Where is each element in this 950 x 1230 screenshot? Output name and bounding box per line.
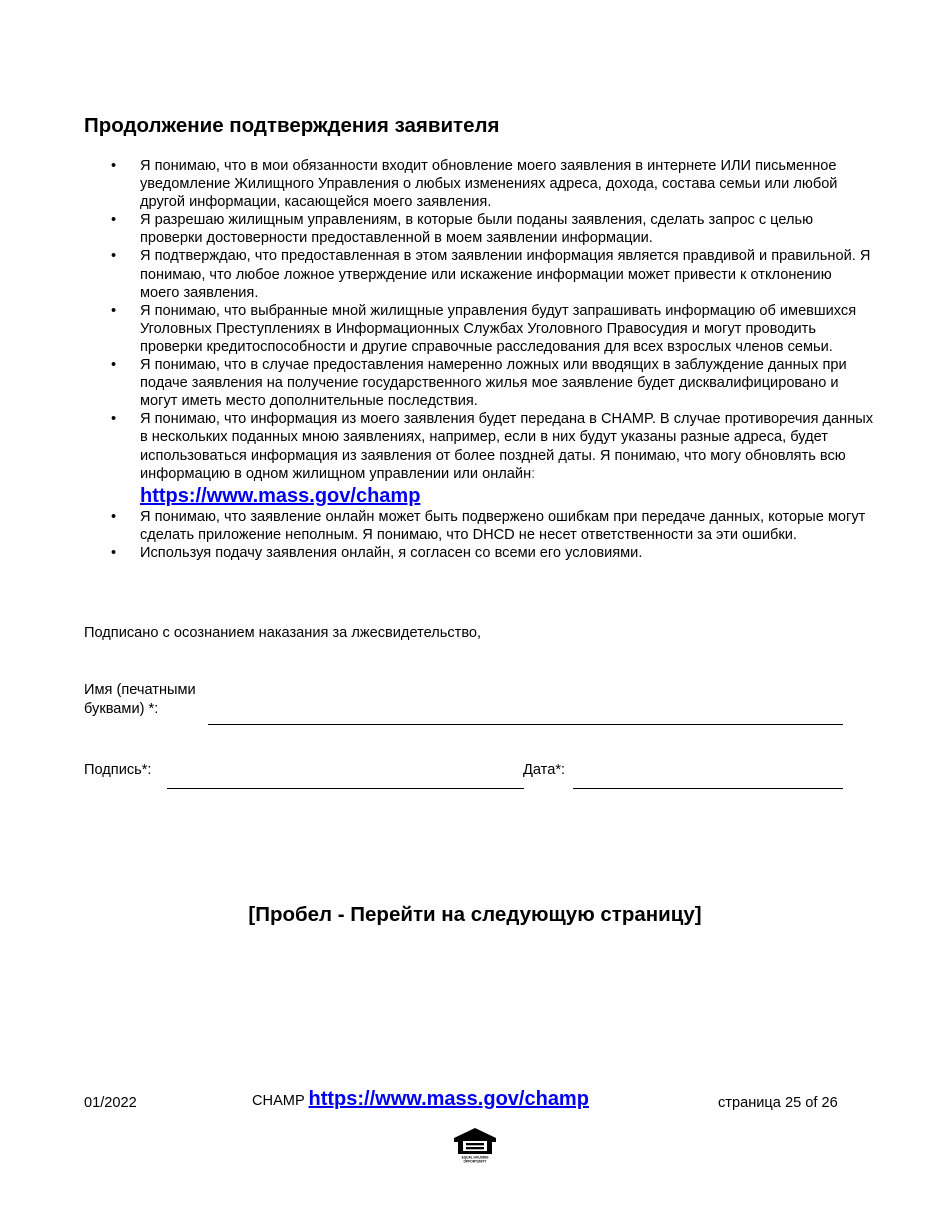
champ-link[interactable]: https://www.mass.gov/champ xyxy=(140,484,421,507)
signed-statement: Подписано с осознанием наказания за лжесвидетельство, xyxy=(84,625,482,641)
list-item: • Я понимаю, что в случае предоставления намеренно ложных или вводящих в заблуждение данных при подаче заявления на получение государственного жилья мое заявление будет дисквалифицировано и могут иметь место дополнительные последствия. xyxy=(84,356,874,410)
champ-bullet-text: Я понимаю, что информация из моего заявления будет передана в CHAMP. В случае противоречия данных в нескольких поданных мною заявлениях, например, если в них будут указаны разные адреса, будет использоваться информация из заявления от более поздней даты. Я понимаю, что могу обновлять всю информацию в одном жилищном управлении или онлайн xyxy=(140,411,874,482)
svg-text:EQUAL HOUSING: EQUAL HOUSING xyxy=(461,1155,489,1160)
list-item: • Я понимаю, что в мои обязанности входит обновление моего заявления в интернете ИЛИ письменное уведомление Жилищного Управления о любых изменениях адреса, дохода, состава семьи или любой другой информации, касающейся моего заявления. xyxy=(84,157,874,211)
footer-date: 01/2022 xyxy=(84,1095,137,1111)
equal-housing-logo-icon xyxy=(451,1126,499,1164)
date-label: Дата*: xyxy=(523,762,566,778)
blank-page-note: [Пробел - Перейти на следующую страницу] xyxy=(248,903,702,926)
acknowledgement-list xyxy=(84,157,874,562)
page-title: Продолжение подтверждения заявителя xyxy=(84,114,500,137)
footer-page-number: страница 25 of 26 xyxy=(718,1095,838,1111)
signature-field[interactable] xyxy=(167,788,524,789)
name-label-line1: Имя (печатными xyxy=(84,682,196,698)
footer-champ xyxy=(252,1088,589,1111)
champ-bullet-colon: : xyxy=(531,465,536,482)
list-item: • Я подтверждаю, что предоставленная в этом заявлении информация является правдивой и правильной. Я понимаю, что любое ложное утверждение или искажение информации может привести к отклонению моего заявления. xyxy=(84,247,874,301)
signature-label: Подпись*: xyxy=(84,762,152,778)
footer-champ-prefix: CHAMP xyxy=(252,1093,305,1109)
footer-champ-link[interactable]: https://www.mass.gov/champ xyxy=(308,1088,589,1110)
name-field[interactable] xyxy=(208,724,843,725)
list-item xyxy=(84,410,874,507)
list-item: • Используя подачу заявления онлайн, я согласен со всеми его условиями. xyxy=(84,544,874,562)
svg-text:OPPORTUNITY: OPPORTUNITY xyxy=(463,1159,487,1164)
list-item: • Я разрешаю жилищным управлениям, в которые были поданы заявления, сделать запрос с целью проверки достоверности предоставленной в моем заявлении информации. xyxy=(84,211,874,247)
name-label-line2: буквами) *: xyxy=(84,700,159,717)
date-field[interactable] xyxy=(573,788,843,789)
name-label xyxy=(84,681,196,718)
list-item: • Я понимаю, что выбранные мной жилищные управления будут запрашивать информацию об имевшихся Уголовных Преступлениях в Информационных Службах Уголовного Правосудия и могут проводить проверки кредитоспособности и другие справочные расследования для всех взрослых членов семьи. xyxy=(84,302,874,356)
list-item: • Я понимаю, что заявление онлайн может быть подвержено ошибкам при передаче данных, которые могут сделать приложение неполным. Я понимаю, что DHCD не несет ответственности за эти ошибки. xyxy=(84,508,874,544)
